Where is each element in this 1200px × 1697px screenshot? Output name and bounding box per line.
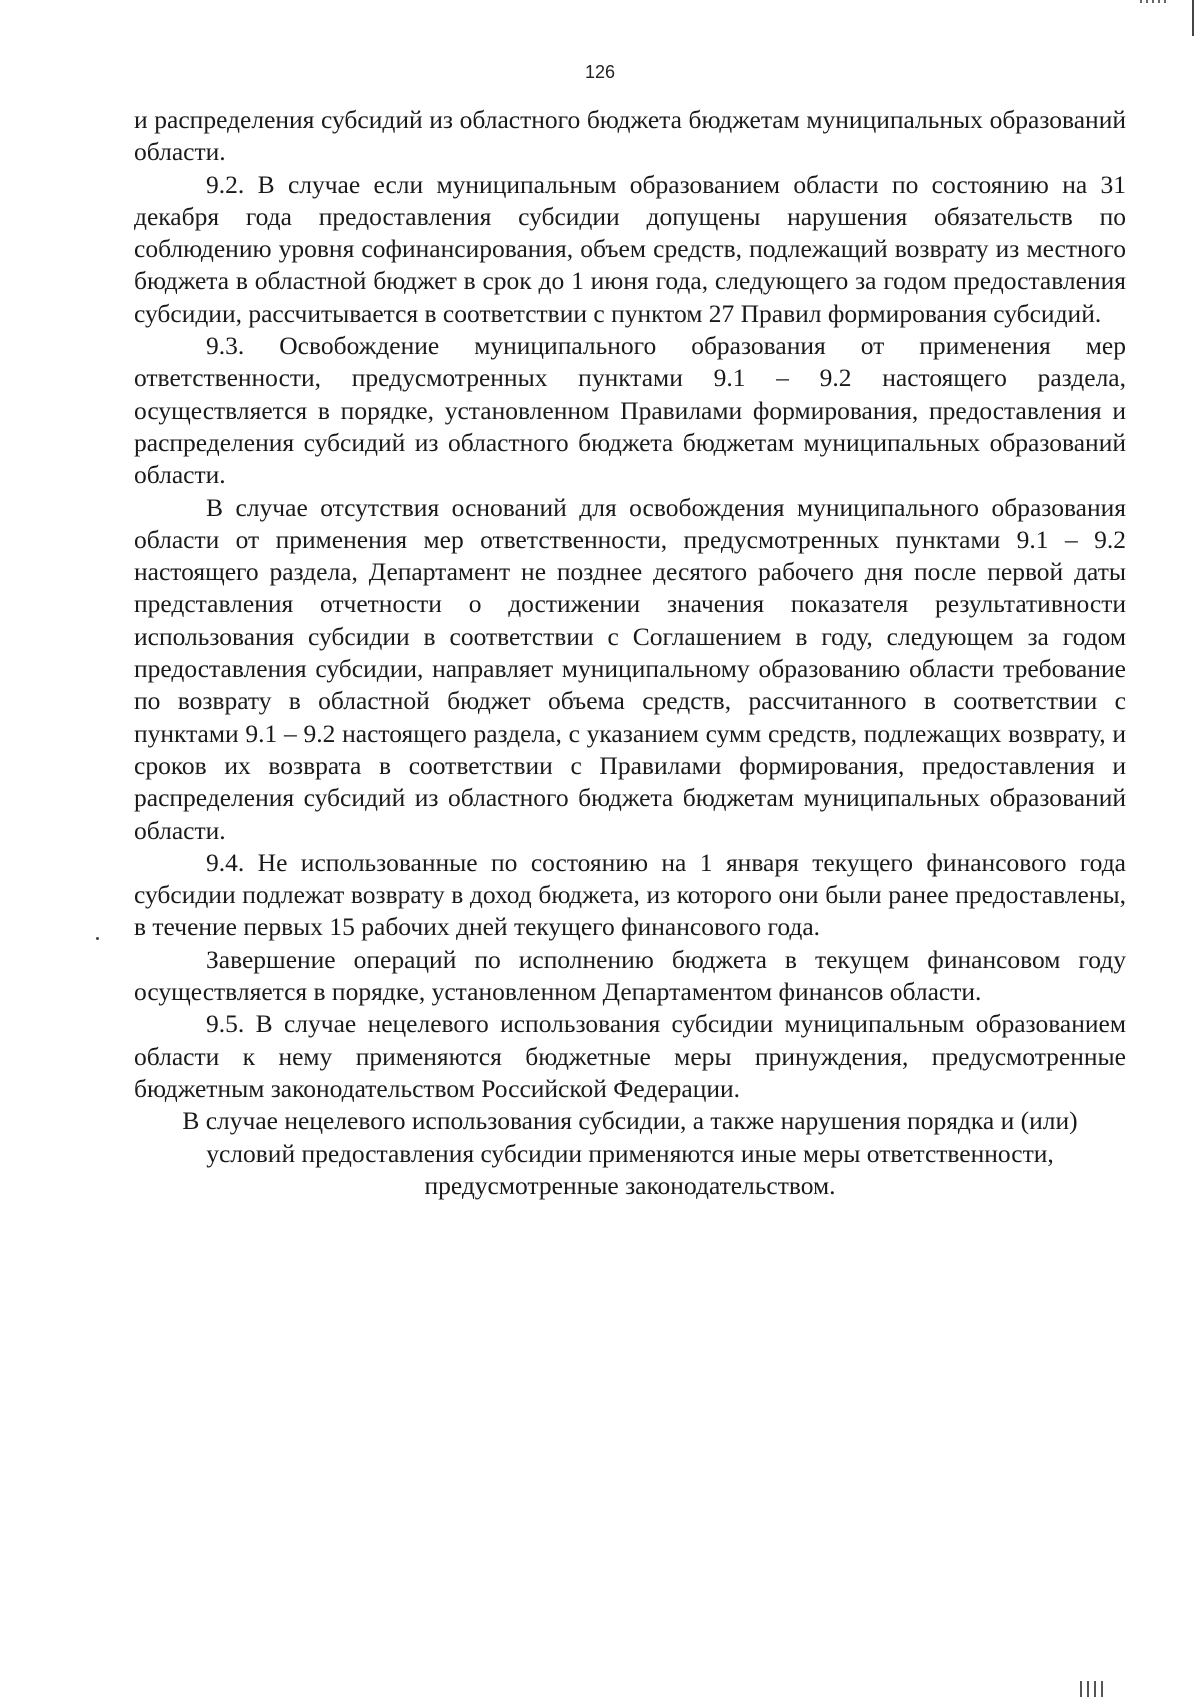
scan-speck — [96, 937, 99, 940]
paragraph-9-4: 9.4. Не использованные по состоянию на 1 января текущего финансового года субсидии подлежат возврату в доход бюджета, из которого они были ранее предоставлены, в течение первых 15 рабочих дней текущего финансового года. — [134, 847, 1126, 942]
paragraph-closing: В случае нецелевого использования субсидии, а также нарушения порядка и (или) условий предоставления субсидии применяются иные меры ответственности, предусмотренные законодательством. — [182, 1106, 1078, 1200]
paragraph-9-2: 9.2. В случае если муниципальным образованием области по состоянию на 31 декабря года предоставления субсидии допущены нарушения обязательств по соблюдению уровня софинансирования, объем средств, подлежащий возврату из местного бюджета в областной бюджет в срок до 1 июня года, следующего за годом предоставления субсидии, рассчитывается в соответствии с пунктом 27 Правил формирования субсидий. — [134, 169, 1126, 328]
paragraph-9-5: 9.5. В случае нецелевого использования субсидии муниципальным образованием области к нему применяются бюджетные меры принуждения, предусмотренные бюджетным законодательством Российской Федерации. — [134, 1009, 1126, 1103]
paragraph-9-3-exemption-absence: В случае отсутствия оснований для освобождения муниципального образования области от применения мер ответственности, предусмотренных пунктами 9.1 – 9.2 настоящего раздела, Департамент не позднее десятого рабочего дня после первой даты представления отчетности о достижении значения показателя результативности использования субсидии в соответствии с Соглашением в году, следующем за годом предоставления субсидии, направляет муниципальному образованию области требование по возврату в областной бюджет объема средств, рассчитанного в соответствии с пунктами 9.1 – 9.2 настоящего раздела, с указанием сумм средств, подлежащих возврату, и сроков их возврата в соответствии с Правилами формирования, предоставления и распределения субсидий из областного бюджета бюджетам муниципальных образований области. — [134, 492, 1126, 845]
document-body — [134, 104, 1126, 1202]
page-number: 126 — [584, 62, 616, 82]
paragraph-9-3: 9.3. Освобождение муниципального образования от применения мер ответственности, предусмотренных пунктами 9.1 – 9.2 настоящего раздела, осуществляется в порядке, установленном Правилами формирования, предоставления и распределения субсидий из областного бюджета бюджетам муниципальных образований области. — [134, 331, 1126, 490]
scan-edge-mark — [1140, 0, 1170, 3]
paragraph-continuation: и распределения субсидий из областного бюджета бюджетам муниципальных образований области. — [134, 105, 1126, 167]
scan-edge-mark — [1192, 0, 1194, 36]
scan-edge-mark — [1080, 1681, 1104, 1697]
paragraph-9-4-budget-completion: Завершение операций по исполнению бюджета в текущем финансовом году осуществляется в порядке, установленном Департаментом финансов области. — [134, 944, 1126, 1007]
